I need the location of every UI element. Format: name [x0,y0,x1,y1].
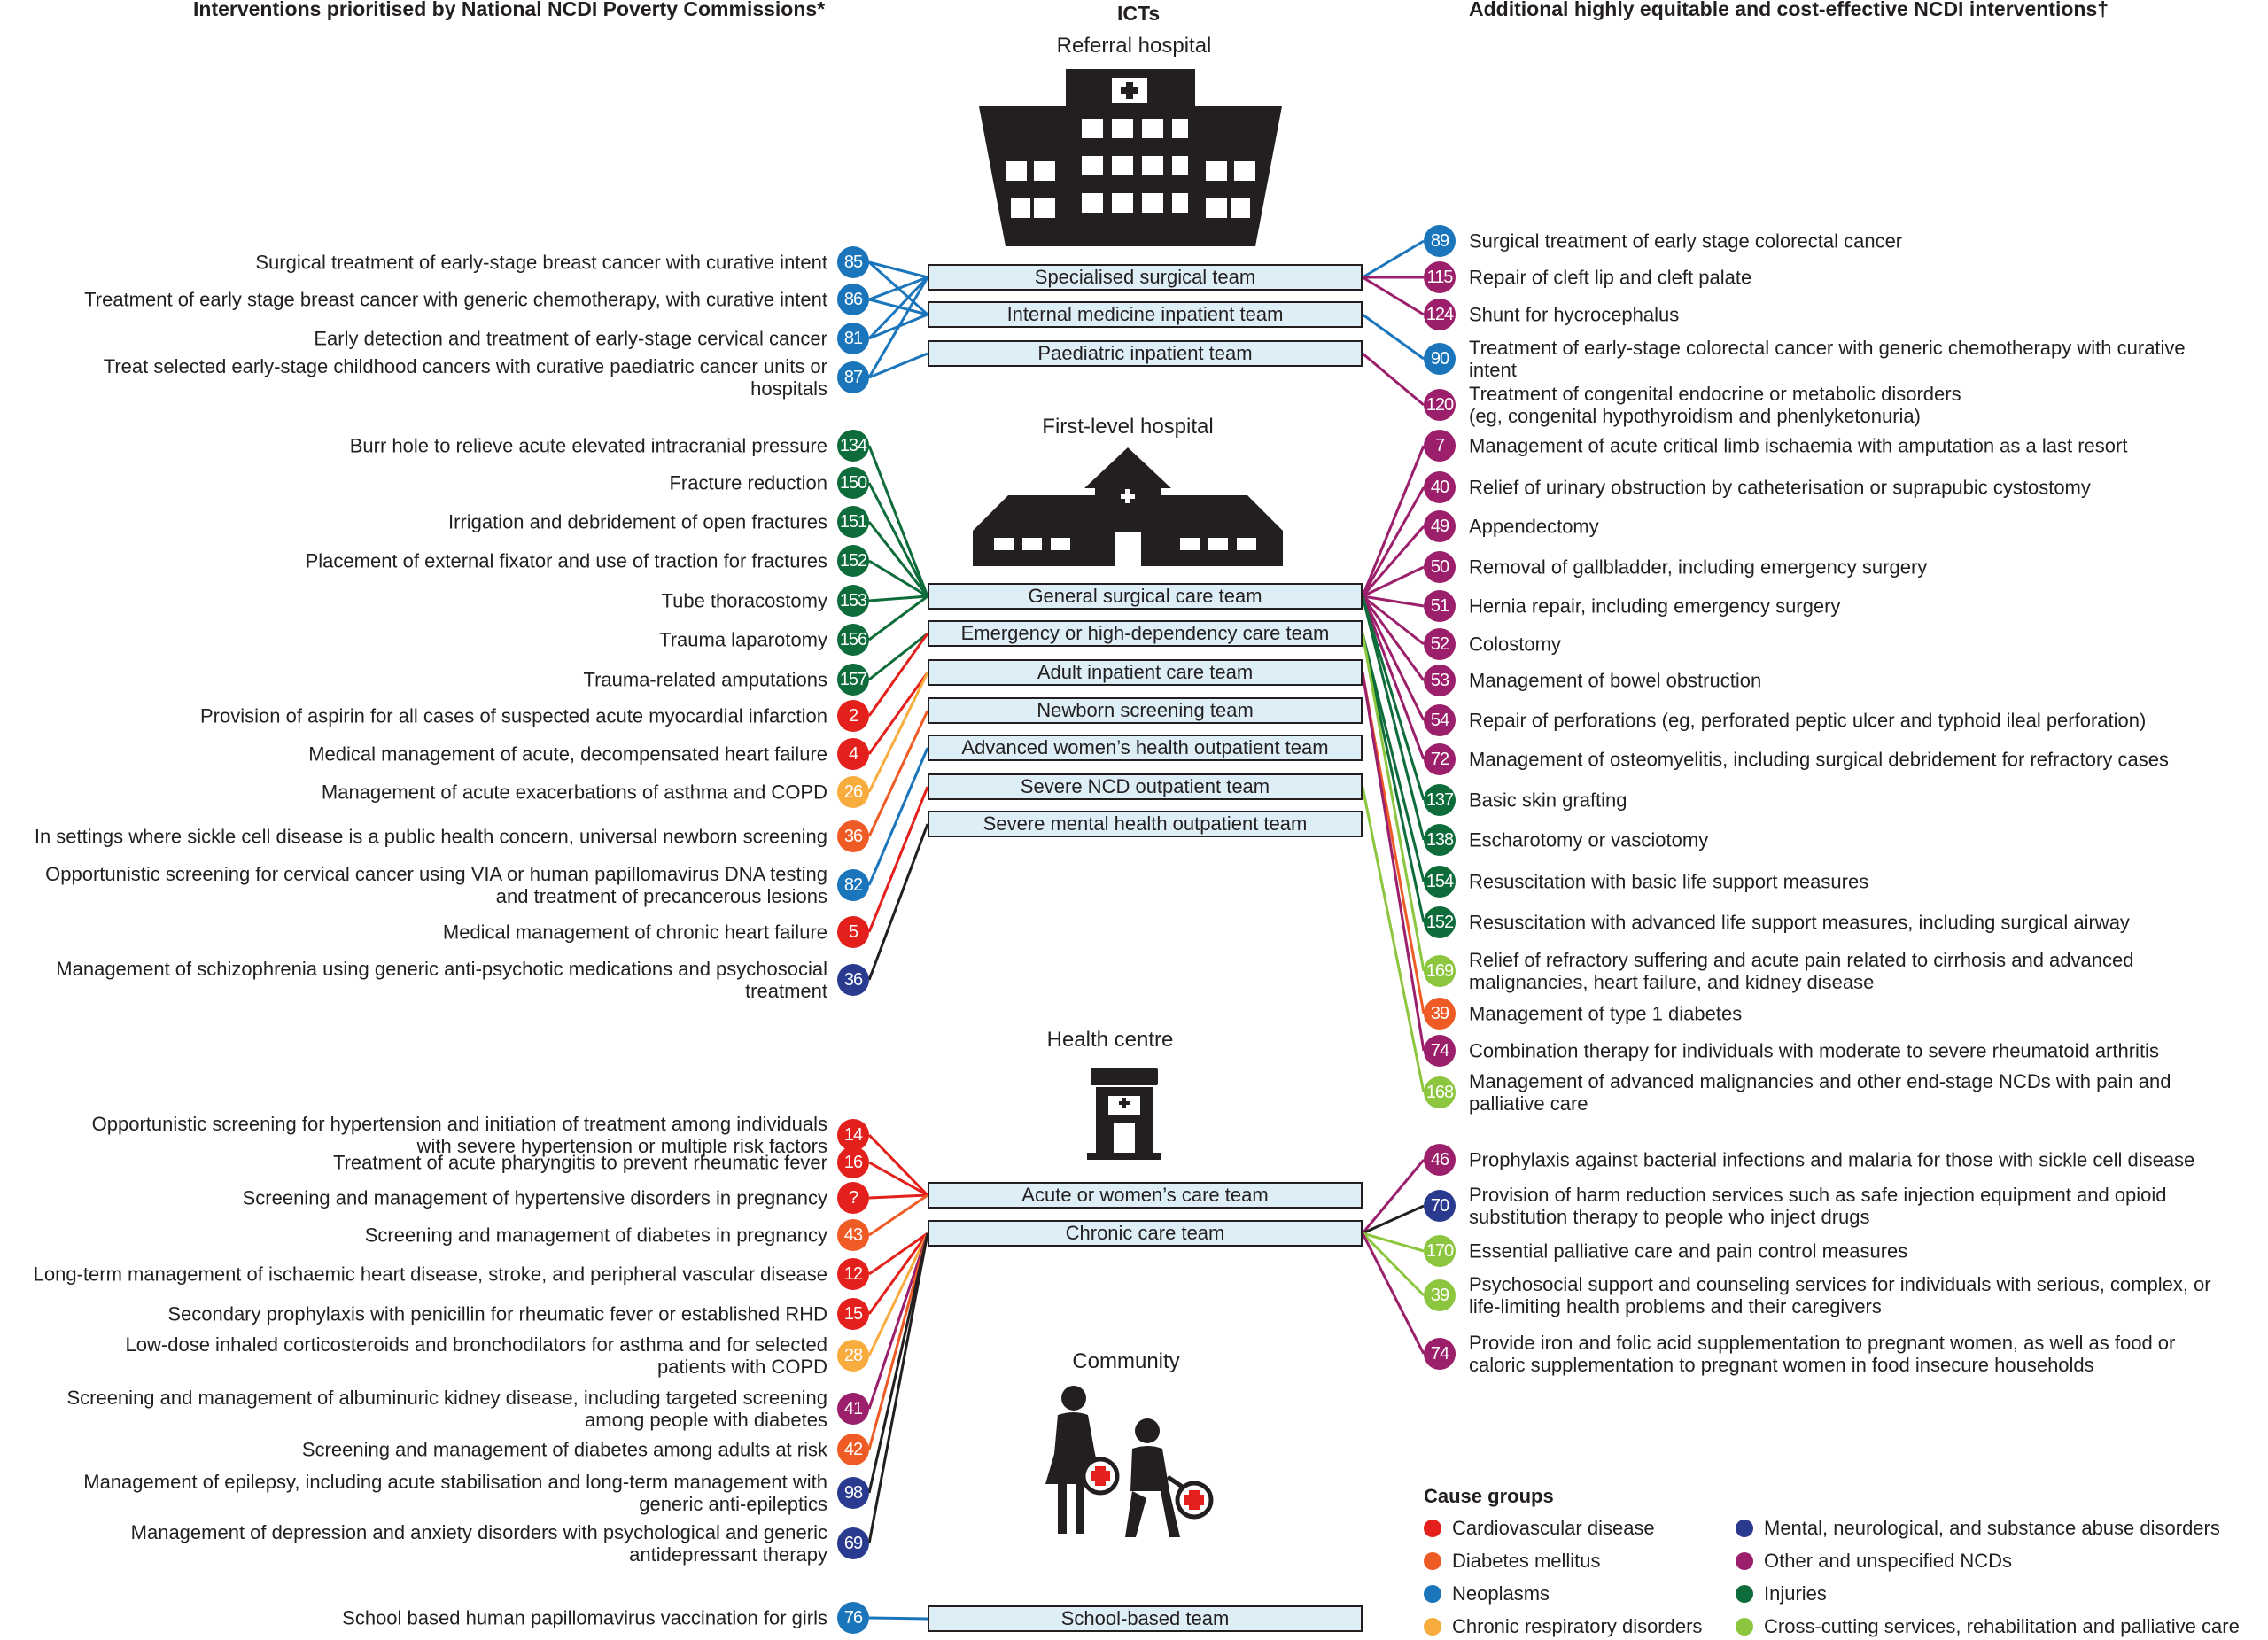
text-line: patients with COPD [657,1356,827,1378]
connector-line [1363,672,1424,1051]
text-line: Relief of refractory suffering and acute pain related to cirrhosis and advanced [1469,949,2134,971]
text-line: Opportunistic screening for cervical cancer using VIA or human papillomavirus DNA testing [45,863,827,885]
text-line: Escharotomy or vasciotomy [1469,828,1709,851]
team-box: Advanced women’s health outpatient team [928,735,1363,761]
left-intervention-number-badge: 16 [837,1146,869,1178]
text-line: Repair of perforations (eg, perforated peptic ulcer and typhoid ileal perforation) [1469,709,2147,732]
text-line: Surgical treatment of early-stage breast cancer with curative intent [255,251,827,274]
left-intervention-number-badge: 98 [837,1477,869,1509]
left-intervention-text [92,1113,827,1157]
connector-line [869,596,928,640]
right-intervention-text [1469,1070,2171,1115]
right-intervention-number-badge: 169 [1424,955,1456,987]
right-intervention-number-badge: 39 [1424,998,1456,1030]
left-intervention-number-badge: 12 [837,1258,869,1290]
text-line: Colostomy [1469,633,1561,656]
left-intervention-number-badge: 69 [837,1527,869,1559]
team-box: Severe mental health outpatient team [928,811,1363,837]
level-referral-hospital: Referral hospital [1056,34,1212,58]
text-line: Burr hole to relieve acute elevated intracranial pressure [349,434,827,457]
level-community: Community [1072,1349,1180,1373]
text-line: Treatment of early stage breast cancer with generic chemotherapy, with curative intent [84,288,827,311]
connector-line [869,446,928,596]
text-line: Appendectomy [1469,515,1599,538]
team-box: Emergency or high-dependency care team [928,620,1363,647]
team-box: Newborn screening team [928,697,1363,724]
text-line: Tube thoracostomy [661,589,827,612]
right-intervention-number-badge: 52 [1424,628,1456,660]
legend-label: Other and unspecified NCDs [1764,1550,2013,1572]
right-intervention-text [1469,1040,2159,1062]
text-line: Irrigation and debridement of open fractures [447,510,827,533]
legend-label: Cross-cutting services, rehabilitation and palliative care [1764,1615,2240,1637]
text-line: Resuscitation with advanced life support measures, including surgical airway [1469,911,2130,934]
left-intervention-text [333,1152,827,1174]
connector-line [1363,241,1424,277]
health-centre-icon [1087,1068,1161,1160]
text-line: Screening and management of diabetes in pregnancy [364,1224,827,1247]
left-intervention-number-badge: 86 [837,284,869,315]
team-box: Adult inpatient care team [928,659,1363,686]
right-intervention-text [1469,710,2146,732]
right-intervention-number-badge: 72 [1424,743,1456,775]
right-intervention-text [1469,749,2169,771]
left-intervention-text [308,743,827,766]
team-box: Paediatric inpatient team [928,340,1363,367]
text-line: Medical management of chronic heart failure [442,921,827,944]
right-intervention-text [1469,230,1902,253]
left-column-header: Interventions prioritised by National NCDI Poverty Commissions* [193,0,826,20]
legend-swatch [1736,1585,1753,1603]
right-intervention-text [1469,829,1708,851]
legend-item [1424,1582,1550,1605]
text-line: Low-dose inhaled corticosteroids and bronchodilators for asthma and for selected [125,1333,827,1356]
left-intervention-text [243,1187,827,1209]
center-column-header: ICTs [1117,2,1161,25]
text-line: Screening and management of albuminuric kidney disease, including targeted screening [66,1387,827,1409]
right-intervention-number-badge: 120 [1424,389,1456,421]
text-line: In settings where sickle cell disease is a public health concern, universal newborn screening [34,825,827,848]
legend-label: Cardiovascular disease [1452,1517,1655,1539]
right-intervention-number-badge: 49 [1424,510,1456,542]
connector-line [1363,1233,1424,1354]
right-intervention-number-badge: 154 [1424,866,1456,898]
right-intervention-text [1469,949,2133,993]
connector-line [1363,277,1424,315]
left-intervention-text [322,781,827,804]
text-line: Management of acute exacerbations of asthma and COPD [321,781,827,804]
left-intervention-number-badge: 14 [837,1119,869,1151]
text-line: Early detection and treatment of early-stage cervical cancer [314,327,827,350]
text-line: malignancies, heart failure, and kidney disease [1469,971,1875,993]
text-line: Screening and management of hypertensive disorders in pregnancy [242,1186,827,1209]
team-box: Chronic care team [928,1220,1363,1247]
text-line: Shunt for hycrocephalus [1469,303,1680,326]
left-intervention-text [83,1471,827,1515]
right-intervention-number-badge: 170 [1424,1235,1456,1267]
right-intervention-text [1469,1240,1907,1263]
left-intervention-text [255,252,827,274]
right-intervention-number-badge: 137 [1424,784,1456,816]
left-intervention-number-badge: 152 [837,545,869,577]
right-intervention-text [1469,789,1627,812]
right-intervention-text [1469,871,1868,893]
right-intervention-number-badge: 90 [1424,343,1456,375]
right-intervention-text [1469,516,1599,538]
left-intervention-number-badge: 2 [837,700,869,732]
left-intervention-text [66,1387,827,1431]
left-intervention-text [200,705,827,727]
right-intervention-number-badge: 39 [1424,1279,1456,1311]
right-intervention-text [1469,383,1961,427]
left-intervention-number-badge: 42 [837,1434,869,1465]
left-intervention-number-badge: 28 [837,1340,869,1372]
left-intervention-text [583,669,827,691]
left-intervention-text [314,328,827,350]
text-line: Medical management of acute, decompensated heart failure [308,742,827,766]
community-health-workers-icon [1037,1385,1214,1540]
left-intervention-number-badge: 153 [837,585,869,617]
legend-label: Neoplasms [1452,1582,1550,1605]
text-line: Hernia repair, including emergency surgery [1469,595,1841,618]
left-intervention-number-badge: 15 [837,1298,869,1330]
text-line: School based human papillomavirus vaccination for girls [342,1606,827,1629]
right-intervention-number-badge: 54 [1424,704,1456,736]
connector-line [869,522,928,596]
text-line: Long-term management of ischaemic heart disease, stroke, and peripheral vascular disease [33,1263,827,1286]
text-line: Fracture reduction [669,471,827,494]
text-line: Management of type 1 diabetes [1469,1002,1743,1025]
connector-line [1363,315,1424,359]
text-line: Removal of gallbladder, including emergency surgery [1469,556,1928,579]
legend-swatch [1424,1618,1441,1636]
text-line: (eg, congenital hypothyroidism and phenlyketonuria) [1469,405,1921,427]
connector-line [869,633,928,716]
connector-line [869,1618,928,1619]
left-intervention-text [302,1439,827,1461]
legend-swatch [1424,1552,1441,1570]
legend-label: Injuries [1764,1582,1827,1605]
right-intervention-number-badge: 51 [1424,590,1456,622]
text-line: Treatment of congenital endocrine or metabolic disorders [1469,383,1961,405]
left-intervention-text [662,590,828,612]
connector-line [1363,596,1424,800]
right-intervention-text [1469,435,2127,457]
left-intervention-number-badge: 26 [837,776,869,808]
left-intervention-text [34,1263,827,1286]
legend-swatch [1736,1618,1753,1636]
right-intervention-number-badge: 168 [1424,1076,1456,1108]
connector-line [1363,354,1424,405]
right-intervention-text [1469,912,2130,934]
legend-title: Cause groups [1424,1485,1554,1507]
left-intervention-number-badge: 156 [837,624,869,656]
legend-item [1736,1550,2012,1573]
left-intervention-text [45,863,827,907]
text-line: Provision of harm reduction services such as safe injection equipment and opioid [1469,1184,2167,1206]
right-intervention-text [1469,1184,2167,1228]
level-health-centre: Health centre [1046,1028,1174,1052]
left-intervention-number-badge: ? [837,1182,869,1214]
team-box: General surgical care team [928,583,1363,610]
left-intervention-number-badge: 81 [837,323,869,354]
first-level-hospital-icon [973,447,1283,566]
level-first-level-hospital: First-level hospital [1042,415,1214,439]
text-line: Management of advanced malignancies and other end-stage NCDs with pain and [1469,1070,2171,1092]
text-line: with severe hypertension or multiple risk factors [416,1135,827,1157]
left-intervention-text [56,958,827,1002]
text-line: intent [1469,359,1517,381]
left-intervention-number-badge: 85 [837,246,869,278]
text-line: Surgical treatment of early stage colorectal cancer [1469,229,1903,253]
right-intervention-number-badge: 89 [1424,225,1456,257]
left-intervention-text [167,1303,827,1325]
text-line: generic anti-epileptics [639,1493,827,1515]
right-intervention-number-badge: 74 [1424,1338,1456,1370]
text-line: Secondary prophylaxis with penicillin for rheumatic fever or established RHD [167,1302,827,1325]
left-intervention-number-badge: 150 [837,467,869,499]
text-line: hospitals [750,377,827,400]
text-line: Management of acute critical limb ischaemia with amputation as a last resort [1469,434,2128,457]
left-intervention-text [443,921,827,944]
text-line: Essential palliative care and pain control measures [1469,1240,1908,1263]
text-line: Psychosocial support and counseling services for individuals with serious, complex, or [1469,1273,2211,1295]
right-intervention-text [1469,1149,2194,1171]
legend-label: Mental, neurological, and substance abuse disorders [1764,1517,2220,1539]
right-intervention-text [1469,477,2091,499]
left-intervention-text [669,472,827,494]
right-intervention-number-badge: 40 [1424,471,1456,503]
legend-item [1736,1582,1827,1605]
text-line: Screening and management of diabetes among adults at risk [301,1438,827,1461]
right-intervention-text [1469,1332,2175,1376]
connector-line [1363,526,1424,596]
connector-line [1363,1206,1424,1233]
right-intervention-number-badge: 50 [1424,551,1456,583]
legend-swatch [1736,1552,1753,1570]
left-intervention-text [84,289,827,311]
connector-line [869,1195,928,1198]
right-intervention-number-badge: 138 [1424,824,1456,856]
right-intervention-text [1469,670,1761,692]
text-line: antidepressant therapy [629,1543,827,1566]
connector-line [869,1195,928,1235]
left-intervention-text [350,435,827,457]
right-intervention-number-badge: 70 [1424,1190,1456,1222]
left-intervention-number-badge: 36 [837,820,869,852]
right-intervention-number-badge: 115 [1424,261,1456,293]
left-intervention-text [659,629,827,651]
legend-item [1736,1517,2220,1540]
text-line: Resuscitation with basic life support measures [1469,870,1869,893]
left-intervention-number-badge: 87 [837,361,869,393]
right-column-header: Additional highly equitable and cost-effective NCDI interventions† [1469,0,2109,20]
right-intervention-number-badge: 53 [1424,665,1456,696]
left-intervention-text [35,826,827,848]
text-line: Trauma laparotomy [659,628,827,651]
left-intervention-text [365,1224,827,1247]
right-intervention-text [1469,595,1840,618]
text-line: Management of epilepsy, including acute stabilisation and long-term management with [83,1471,827,1493]
text-line: treatment [745,980,827,1002]
left-intervention-number-badge: 134 [837,430,869,462]
text-line: Provision of aspirin for all cases of suspected acute myocardial infarction [199,704,827,727]
text-line: Treat selected early-stage childhood cancers with curative paediatric cancer units or [103,355,827,377]
connector-line [1363,1160,1424,1233]
team-box: Acute or women’s care team [928,1182,1363,1209]
text-line: Placement of external fixator and use of traction for fractures [305,549,827,572]
team-box: School-based team [928,1605,1363,1632]
left-intervention-number-badge: 82 [837,869,869,901]
text-line: Relief of urinary obstruction by catheterisation or suprapubic cystostomy [1469,476,2091,499]
text-line: Treatment of acute pharyngitis to prevent rheumatic fever [332,1151,827,1174]
right-intervention-text [1469,1273,2211,1317]
left-intervention-text [126,1333,827,1378]
referral-hospital-icon [979,69,1282,246]
text-line: Prophylaxis against bacterial infections and malaria for those with sickle cell disease [1469,1148,2195,1171]
left-intervention-text [131,1521,827,1566]
left-intervention-text [342,1607,827,1629]
left-intervention-number-badge: 5 [837,916,869,948]
connector-line [1363,446,1424,596]
text-line: Management of schizophrenia using generic anti-psychotic medications and psychosocial [56,958,827,980]
text-line: substitution therapy to people who inject drugs [1469,1206,1870,1228]
legend-swatch [1736,1520,1753,1537]
left-intervention-text [104,355,827,400]
text-line: Management of osteomyelitis, including surgical debridement for refractory cases [1469,748,2169,771]
right-intervention-text [1469,267,1751,289]
text-line: and treatment of precancerous lesions [495,885,827,907]
left-intervention-number-badge: 157 [837,664,869,696]
connector-line [869,672,928,754]
legend-swatch [1424,1520,1441,1537]
connector-line [869,1162,928,1195]
left-intervention-number-badge: 151 [837,506,869,538]
team-box: Severe NCD outpatient team [928,773,1363,800]
left-intervention-number-badge: 4 [837,738,869,770]
left-intervention-number-badge: 43 [837,1219,869,1251]
right-intervention-text [1469,1003,1742,1025]
legend-item [1424,1550,1601,1573]
connector-line [869,1135,928,1195]
text-line: caloric supplementation to pregnant women in food insecure households [1469,1354,2094,1376]
text-line: Basic skin grafting [1469,789,1627,812]
connector-line [869,1233,928,1450]
right-intervention-text [1469,633,1561,656]
connector-line [1363,787,1424,1092]
connector-line [869,787,928,932]
right-intervention-number-badge: 152 [1424,906,1456,938]
text-line: Trauma-related amputations [583,668,827,691]
legend-swatch [1424,1585,1441,1603]
right-intervention-number-badge: 46 [1424,1144,1456,1176]
right-intervention-text [1469,556,1927,579]
left-intervention-number-badge: 76 [837,1602,869,1634]
connector-line [1363,487,1424,596]
text-line: among people with diabetes [585,1409,827,1431]
team-box: Internal medicine inpatient team [928,301,1363,328]
connector-line [869,1233,928,1543]
right-intervention-text [1469,337,2186,381]
right-intervention-text [1469,304,1679,326]
text-line: Management of depression and anxiety disorders with psychological and generic [130,1521,827,1543]
text-line: Combination therapy for individuals with moderate to severe rheumatoid arthritis [1469,1039,2159,1062]
team-box: Specialised surgical team [928,264,1363,291]
right-intervention-number-badge: 74 [1424,1035,1456,1067]
right-intervention-number-badge: 7 [1424,430,1456,462]
connector-line [869,354,928,377]
legend-item [1736,1615,2240,1638]
text-line: life-limiting health problems and their caregivers [1469,1295,1882,1317]
legend-item [1424,1615,1702,1638]
connector-line [869,596,928,601]
right-intervention-number-badge: 124 [1424,299,1456,330]
legend-label: Chronic respiratory disorders [1452,1615,1703,1637]
left-intervention-text [306,550,827,572]
text-line: Treatment of early-stage colorectal cancer with generic chemotherapy with curative [1469,337,2186,359]
legend-label: Diabetes mellitus [1452,1550,1601,1572]
left-intervention-number-badge: 36 [837,964,869,996]
text-line: palliative care [1469,1092,1588,1115]
text-line: Provide iron and folic acid supplementation to pregnant women, as well as food or [1469,1332,2176,1354]
text-line: Repair of cleft lip and cleft palate [1469,266,1752,289]
legend-item [1424,1517,1655,1540]
left-intervention-number-badge: 41 [837,1393,869,1425]
connector-line [869,824,928,980]
left-intervention-text [448,511,827,533]
text-line: Opportunistic screening for hypertension and initiation of treatment among individuals [91,1113,827,1135]
text-line: Management of bowel obstruction [1469,669,1762,692]
